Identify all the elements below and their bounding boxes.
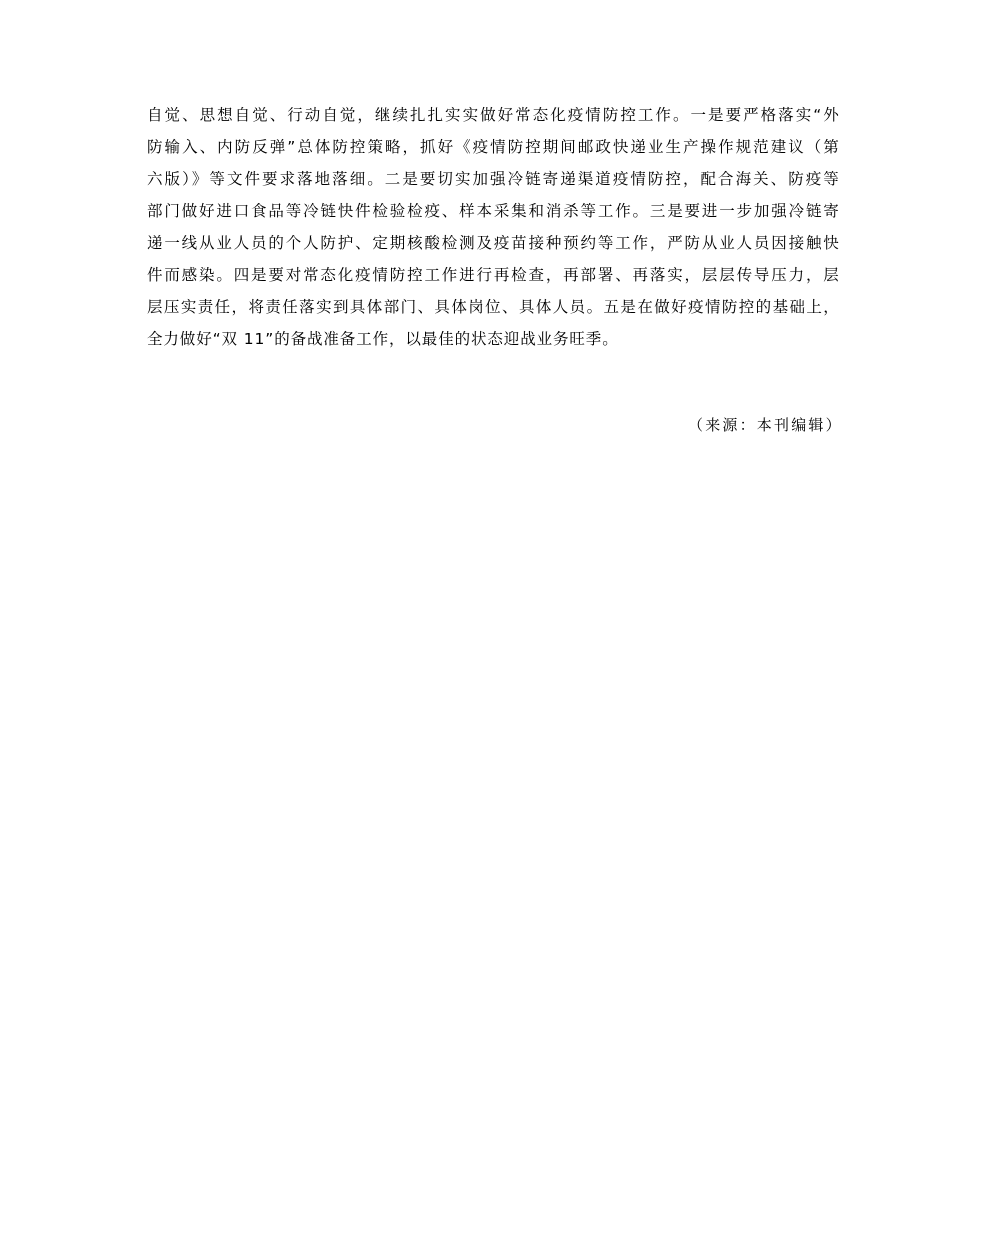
paragraph-line: 自觉、思想自觉、行动自觉，继续扎扎实实做好常态化疫情防控工作。一是要严格落实“外 (147, 106, 839, 124)
paragraph-line: 部门做好进口食品等冷链快件检验检疫、样本采集和消杀等工作。三是要进一步加强冷链寄 (147, 202, 839, 220)
paragraph-line: 递一线从业人员的个人防护、定期核酸检测及疫苗接种预约等工作，严防从业人员因接触快 (147, 234, 839, 252)
paragraph-line: 层压实责任，将责任落实到具体部门、具体岗位、具体人员。五是在做好疫情防控的基础上， (147, 298, 839, 316)
paragraph-line: 六版）》等文件要求落地落细。二是要切实加强冷链寄递渠道疫情防控，配合海关、防疫等 (147, 170, 839, 188)
paragraph-line: 件而感染。四是要对常态化疫情防控工作进行再检查，再部署、再落实，层层传导压力，层 (147, 266, 839, 284)
paragraph-line: 防输入、内防反弹”总体防控策略，抓好《疫情防控期间邮政快递业生产操作规范建议（第 (147, 138, 839, 156)
paragraph-line: 全力做好“双 11”的备战准备工作，以最佳的状态迎战业务旺季。 (147, 330, 619, 348)
source-attribution: （来源：本刊编辑） (688, 416, 843, 434)
article-paragraph (147, 102, 839, 358)
